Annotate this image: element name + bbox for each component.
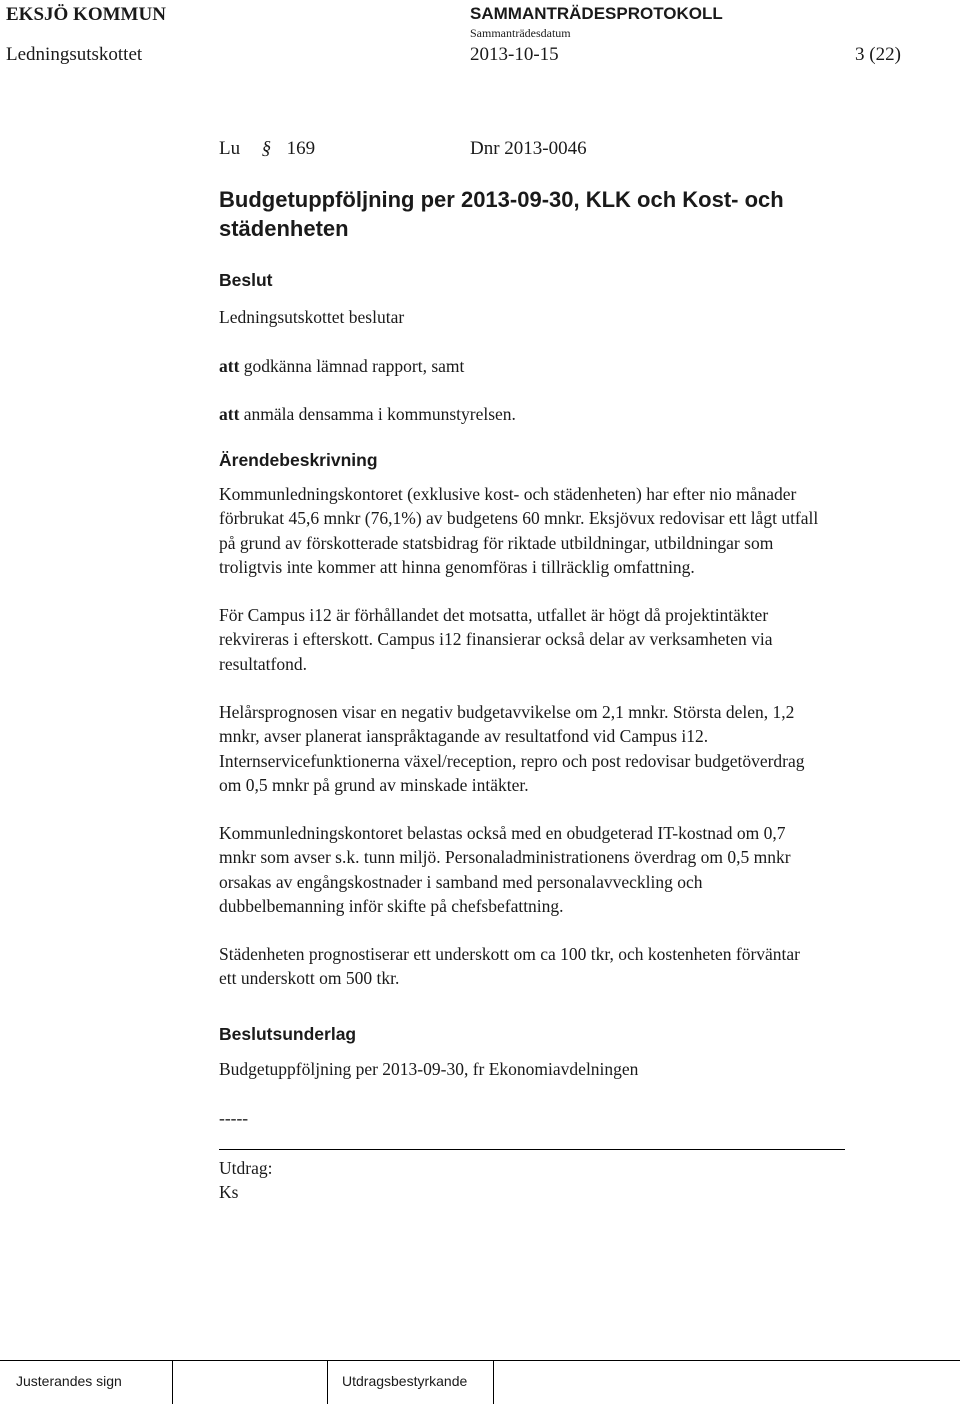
meeting-date: 2013-10-15 xyxy=(470,44,559,65)
utdrag-label: Utdrag: xyxy=(219,1158,273,1178)
item-title-line2: städenheten xyxy=(219,216,349,241)
beslutsunderlag-heading: Beslutsunderlag xyxy=(219,1024,357,1044)
paragraph-3 xyxy=(219,700,919,797)
paragraph-4 xyxy=(219,821,919,918)
justerandes-sign-label: Justerandes sign xyxy=(16,1373,122,1389)
decision-2 xyxy=(219,402,516,426)
paragraph-line: dubbelbemanning inför skifte på chefsbefattning. xyxy=(219,895,564,916)
footer-divider-3 xyxy=(493,1360,494,1404)
org-name: EKSJÖ KOMMUN xyxy=(6,4,166,25)
paragraph-line: om 0,5 mnkr på grund av minskade intäkter. xyxy=(219,774,529,795)
item-number-value: 169 xyxy=(286,138,316,159)
beslut-intro: Ledningsutskottet beslutar xyxy=(219,307,405,327)
paragraph-2 xyxy=(219,603,919,676)
paragraph-line: resultatfond. xyxy=(219,653,307,674)
paragraph-symbol: § xyxy=(261,138,272,159)
paragraph-1 xyxy=(219,482,919,579)
item-prefix: Lu xyxy=(219,138,241,159)
paragraph-line: förbrukat 45,6 mnkr (76,1%) av budgetens 60 mnkr. Eksjövux redovisar ett lågt utfall xyxy=(219,508,819,529)
date-label: Sammanträdesdatum xyxy=(470,26,571,40)
item-title-line1: Budgetuppföljning per 2013-09-30, KLK och Kost- och xyxy=(219,187,784,212)
decision-2-text: anmäla densamma i kommunstyrelsen. xyxy=(239,404,516,424)
paragraph-line: mnkr, avser planerat ianspråktagande av resultatfond vid Campus i12. xyxy=(219,726,709,747)
att-word: att xyxy=(219,404,240,424)
beslut-heading: Beslut xyxy=(219,270,273,290)
page-number: 3 (22) xyxy=(855,44,901,65)
paragraph-line: Städenheten prognostiserar ett underskott om ca 100 tkr, och kostenheten förväntar xyxy=(219,944,801,964)
item-number xyxy=(219,138,315,160)
paragraph-line: på grund av förskotterade statsbidrag för riktade utbildningar, utbildningar som xyxy=(219,532,774,553)
paragraph-line: troligtvis inte kommer att hinna genomföras i tillräcklig omfattning. xyxy=(219,556,695,577)
paragraph-line: mnkr som avser s.k. tunn miljö. Personaladministrationens överdrag om 0,5 mnkr xyxy=(219,847,791,868)
committee-name: Ledningsutskottet xyxy=(6,44,143,65)
paragraph-line: orsakas av engångskostnader i samband med personalavveckling och xyxy=(219,871,703,892)
decision-1 xyxy=(219,354,464,378)
separator-dashes: ----- xyxy=(219,1108,249,1128)
separator-line xyxy=(219,1149,845,1150)
paragraph-5 xyxy=(219,942,919,991)
document-type: SAMMANTRÄDESPROTOKOLL xyxy=(470,4,723,23)
decision-1-text: godkänna lämnad rapport, samt xyxy=(239,356,465,376)
utdrag-recipient: Ks xyxy=(219,1182,239,1202)
footer-divider-1 xyxy=(172,1360,173,1404)
arendebeskrivning-heading: Ärendebeskrivning xyxy=(219,450,378,470)
dnr: Dnr 2013-0046 xyxy=(470,138,587,159)
att-word: att xyxy=(219,356,240,376)
paragraph-line: Kommunledningskontoret (exklusive kost- och städenheten) har efter nio månader xyxy=(219,484,797,504)
paragraph-line: rekvireras i efterskott. Campus i12 finansierar också delar av verksamheten via xyxy=(219,629,773,650)
footer-divider-2 xyxy=(327,1360,328,1404)
beslutsunderlag-text: Budgetuppföljning per 2013-09-30, fr Ekonomiavdelningen xyxy=(219,1059,639,1079)
utdragsbestyrkande-label: Utdragsbestyrkande xyxy=(342,1373,468,1389)
footer-top-rule xyxy=(0,1360,960,1361)
paragraph-line: Internservicefunktionerna växel/reception, repro och post redovisar budgetöverdrag xyxy=(219,750,805,771)
paragraph-line: För Campus i12 är förhållandet det motsatta, utfallet är högt då projektintäkter xyxy=(219,605,769,625)
paragraph-line: Helårsprognosen visar en negativ budgetavvikelse om 2,1 mnkr. Största delen, 1,2 xyxy=(219,702,795,722)
paragraph-line: Kommunledningskontoret belastas också med en obudgeterad IT-kostnad om 0,7 xyxy=(219,823,786,843)
paragraph-line: ett underskott om 500 tkr. xyxy=(219,968,400,989)
